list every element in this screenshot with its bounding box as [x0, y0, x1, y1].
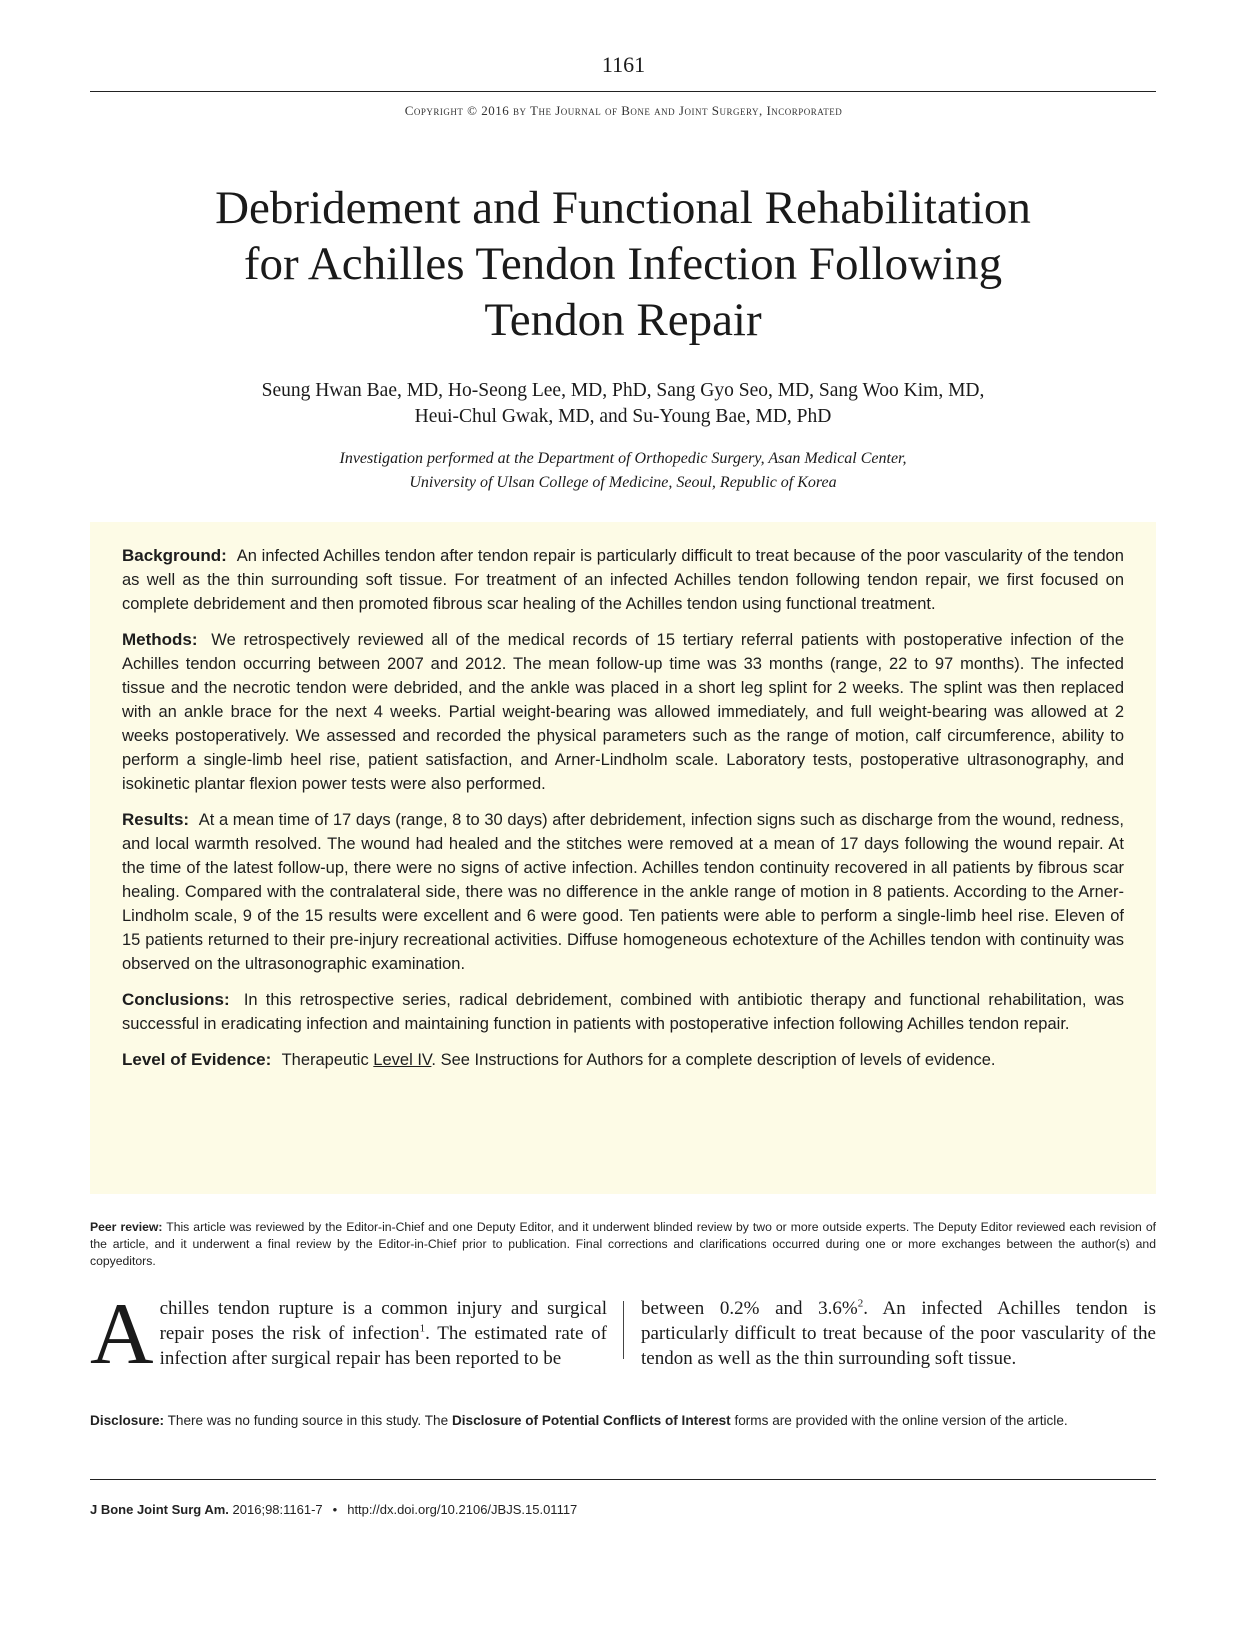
abstract-box [90, 522, 1156, 1194]
reference-2[interactable]: 2 [857, 1297, 864, 1310]
copyright-line: Copyright © 2016 by The Journal of Bone and Joint Surgery, Incorporated [404, 103, 843, 118]
background-heading: Background: [122, 546, 227, 565]
drop-cap: A [90, 1286, 154, 1383]
methods-text: We retrospectively reviewed all of the medical records of 15 tertiary referral patients with postoperative infection of the Achilles tendon occurring between 2007 and 2012. The mean follow-up time was 33 months (range, 22 to 97 months). The infected tissue and the necrotic tendon were debrided, and the ankle was placed in a short leg splint for 2 weeks. The splint was then replaced with an ankle brace for the next 4 weeks. Partial weight-bearing was allowed immediately, and full weight-bearing was allowed at 2 weeks postoperatively. We assessed and recorded the physical parameters such as the range of motion, calf circumference, ability to perform a single-limb heel rise, patient satisfaction, and Arner-Lindholm scale. Laboratory tests, postoperative ultrasonography, and isokinetic plantar flexion power tests were also performed. [122, 631, 1124, 793]
results-heading: Results: [122, 810, 190, 829]
peer-review-note [90, 1219, 1156, 1270]
body-left-text-1: chilles tendon rupture is a common injury and surgical repair poses the risk of infection [159, 1298, 607, 1344]
abstract-level-of-evidence [122, 1048, 1124, 1072]
level-of-evidence-heading: Level of Evidence: [122, 1050, 272, 1069]
disclosure-text-2: forms are provided with the online version of the article. [730, 1413, 1068, 1428]
body-right-text-2: . An infected Achilles tendon is particularly difficult to treat because of the poor vascularity of the tendon as well as the thin surrounding soft tissue. [641, 1298, 1156, 1369]
affiliation-line-1: Investigation performed at the Department of Orthopedic Surgery, Asan Medical Center, [339, 450, 907, 467]
bullet-separator: • [332, 1502, 338, 1517]
citation-footer [90, 1502, 577, 1517]
body-column-right [641, 1296, 1156, 1371]
level-of-evidence-prefix: Therapeutic [281, 1051, 374, 1069]
level-iv-link[interactable]: Level IV [373, 1051, 432, 1069]
results-text: At a mean time of 17 days (range, 8 to 30 days) after debridement, infection signs such as discharge from the wound, redness, and local warmth resolved. The wound had healed and the stitches were removed at a mean of 17 days following the wound repair. At the time of the latest follow-up, there were no signs of active infection. Achilles tendon continuity recovered in all patients by fibrous scar healing. Compared with the contralateral side, there was no difference in the ankle range of motion in 8 patients. According to the Arner-Lindholm scale, 9 of the 15 results were excellent and 6 were good. Ten patients were able to perform a single-limb heel rise. Eleven of 15 patients returned to their pre-injury recreational activities. Diffuse homogeneous echotexture of the Achilles tendon with continuity was observed on the ultrasonographic examination. [122, 811, 1124, 973]
affiliation-line-2: University of Ulsan College of Medicine, Seoul, Republic of Korea [409, 474, 837, 491]
background-text: An infected Achilles tendon after tendon repair is particularly difficult to treat because of the poor vascularity of the tendon as well as the thin surrounding soft tissue. For treatment of an infected Achilles tendon following tendon repair, we first focused on complete debridement and then promoted fibrous scar healing of the Achilles tendon using functional treatment. [122, 547, 1124, 613]
body-left-text-2: . The estimated rate of infection after surgical repair has been reported to be [159, 1323, 608, 1369]
reference-1[interactable]: 1 [419, 1322, 426, 1335]
conflicts-of-interest-link[interactable]: Disclosure of Potential Conflicts of Interest [451, 1413, 731, 1428]
body-right-text-1: between 0.2% and 3.6% [641, 1298, 858, 1319]
journal-abbrev: J Bone Joint Surg Am. [90, 1502, 229, 1517]
abstract-conclusions [122, 988, 1124, 1036]
author-line-1: Seung Hwan Bae, MD, Ho-Seong Lee, MD, PhD, Sang Gyo Seo, MD, Sang Woo Kim, MD, [261, 380, 985, 401]
title-line-1: Debridement and Functional Rehabilitation [215, 182, 1031, 234]
abstract-methods [122, 628, 1124, 796]
peer-review-text: This article was reviewed by the Editor-in-Chief and one Deputy Editor, and it underwent blinded review by two or more outside experts. The Deputy Editor reviewed each revision of the article, and it underwent a final review by the Editor-in-Chief prior to publication. Final corrections and clarifications occurred during one or more exchanges between the author(s) and copyeditors. [90, 1220, 1156, 1268]
citation-volume: 2016;98:1161-7 [228, 1502, 323, 1517]
disclosure-note [90, 1410, 1156, 1431]
footer-rule [90, 1479, 1156, 1480]
affiliation [90, 447, 1156, 495]
column-divider [623, 1301, 624, 1359]
disclosure-text-1: There was no funding source in this study. The [164, 1413, 452, 1428]
peer-review-label: Peer review: [90, 1220, 163, 1234]
conclusions-text: In this retrospective series, radical debridement, combined with antibiotic therapy and functional rehabilitation, was successful in eradicating infection and maintaining function in patients with postoperative infection following Achilles tendon repair. [122, 991, 1124, 1033]
author-line-2: Heui-Chul Gwak, MD, and Su-Young Bae, MD, PhD [414, 406, 832, 427]
abstract-results [122, 808, 1124, 976]
author-list [90, 378, 1156, 430]
doi-link[interactable]: http://dx.doi.org/10.2106/JBJS.15.01117 [347, 1502, 578, 1517]
conclusions-heading: Conclusions: [122, 990, 230, 1009]
level-of-evidence-suffix: . See Instructions for Authors for a complete description of levels of evidence. [431, 1051, 996, 1069]
title-line-3: Tendon Repair [484, 294, 762, 346]
body-column-left [90, 1286, 608, 1383]
page-number: 1161 [601, 52, 646, 77]
methods-heading: Methods: [122, 630, 198, 649]
abstract-background [122, 544, 1124, 616]
title-line-2: for Achilles Tendon Infection Following [243, 238, 1003, 290]
article-title [90, 180, 1156, 348]
disclosure-label: Disclosure: [90, 1413, 165, 1428]
header-rule [90, 91, 1156, 92]
